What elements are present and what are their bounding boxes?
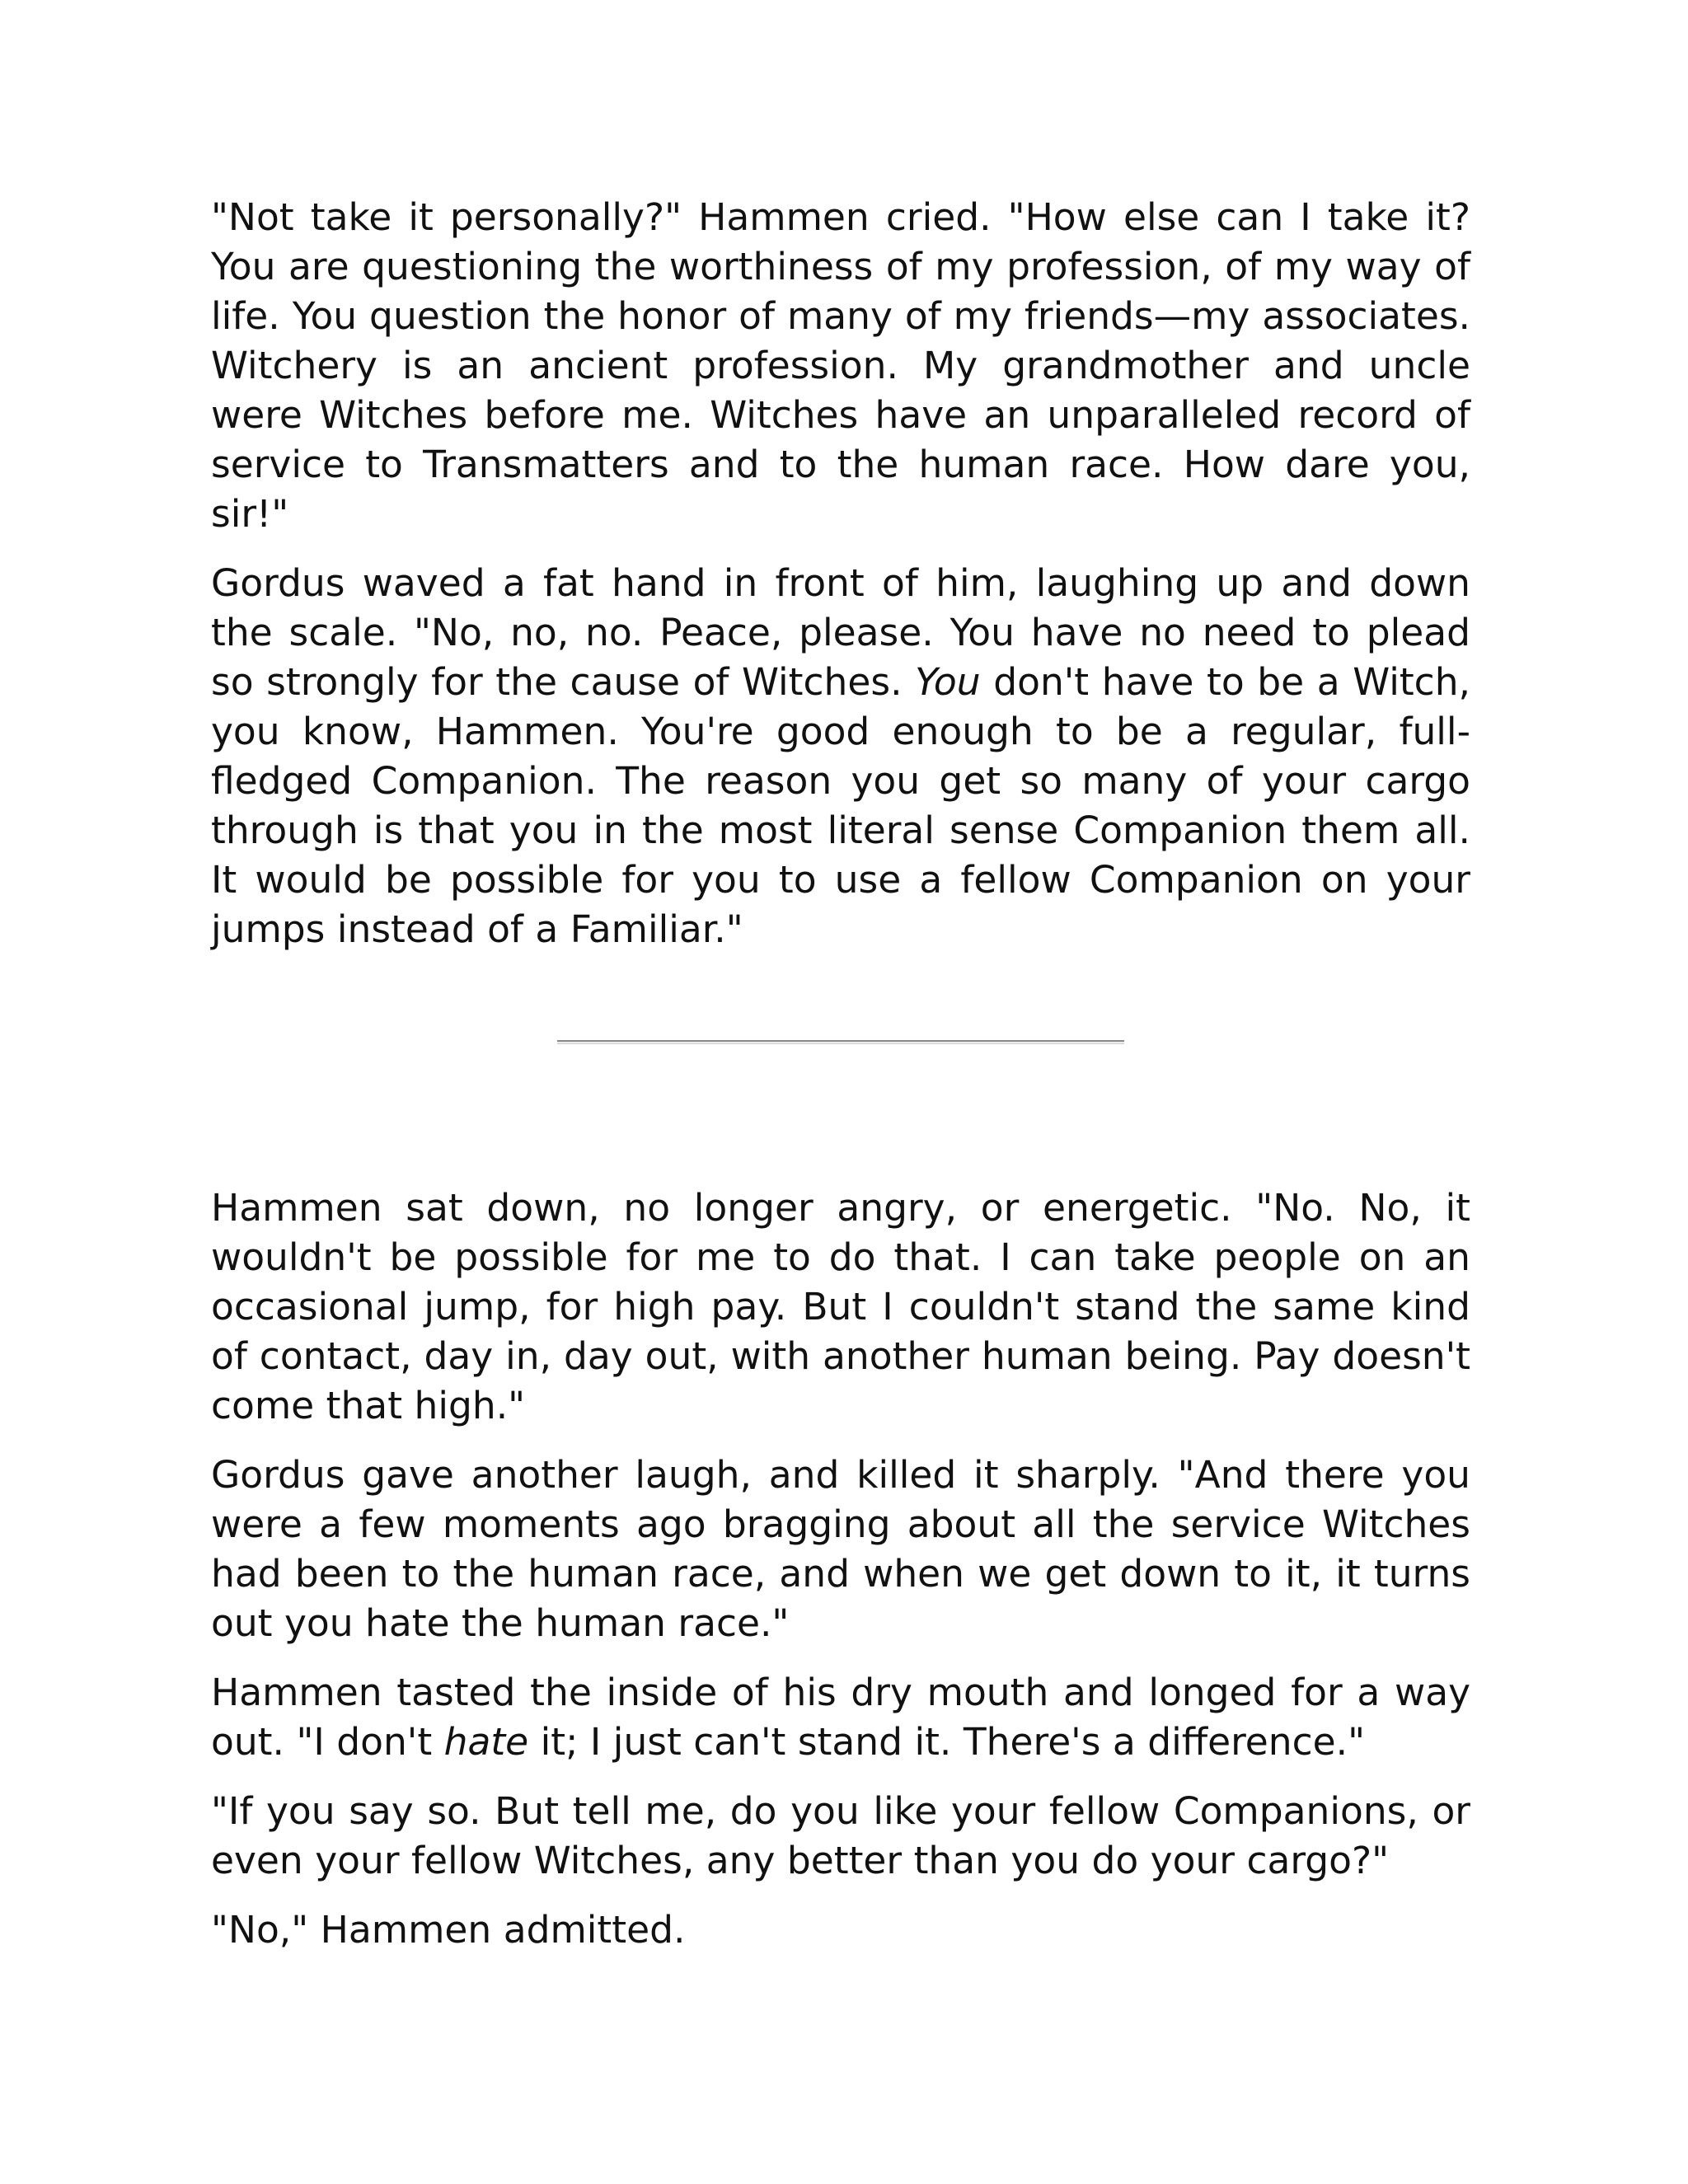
emphasis-text: hate xyxy=(443,1720,529,1764)
paragraph: "If you say so. But tell me, do you like your fellow Companions, or even your fellow Witches, any better than you do your cargo?" xyxy=(211,1789,1470,1882)
section-break xyxy=(211,974,1470,1183)
paragraph: "No," Hammen admitted. xyxy=(211,1908,686,1952)
paragraph xyxy=(211,1668,1470,1767)
emphasis-text: You xyxy=(915,660,981,704)
paragraph: "Not take it personally?" Hammen cried. "How else can I take it? You are questioning the worthiness of my profession, of my way of life. You question the honor of many of my friends—my associates. Witchery is an ancient profession. My grandmother and uncle were Witches before me. Witches have an unparalleled record of service to Transmatters and to the human race. How dare you, sir!" xyxy=(211,195,1470,536)
paragraph-text: Gordus waved a fat hand in front of him, laughing up and down the scale. "No, no, no. Peace, please. You have no need to plead so strongly for the cause of Witches. xyxy=(211,561,1470,704)
paragraph: Gordus gave another laugh, and killed it sharply. "And there you were a few moments ago bragging about all the service Witches had been to the human race, and when we get down to it, it turns out you hate the human race." xyxy=(211,1453,1470,1645)
paragraph xyxy=(211,559,1470,954)
paragraph-text: it; I just can't stand it. There's a difference." xyxy=(528,1720,1366,1764)
paragraph-text: Hammen tasted the inside of his dry mouth and longed for a way out. "I don't xyxy=(211,1671,1470,1764)
paragraph-text: don't have to be a Witch, you know, Hammen. You're good enough to be a regular, full-fledged Companion. The reason you get so many of your cargo through is that you in the most literal sense Companion them all. It would be possible for you to use a fellow Companion on your jumps instead of a Familiar." xyxy=(211,660,1470,951)
paragraph: Hammen sat down, no longer angry, or energetic. "No. No, it wouldn't be possible for me to do that. I can take people on an occasional jump, for high pay. But I couldn't stand the same kind of contact, day in, day out, with another human being. Pay doesn't come that high." xyxy=(211,1186,1470,1427)
horizontal-rule xyxy=(557,1040,1124,1044)
document-body xyxy=(211,193,1470,1955)
